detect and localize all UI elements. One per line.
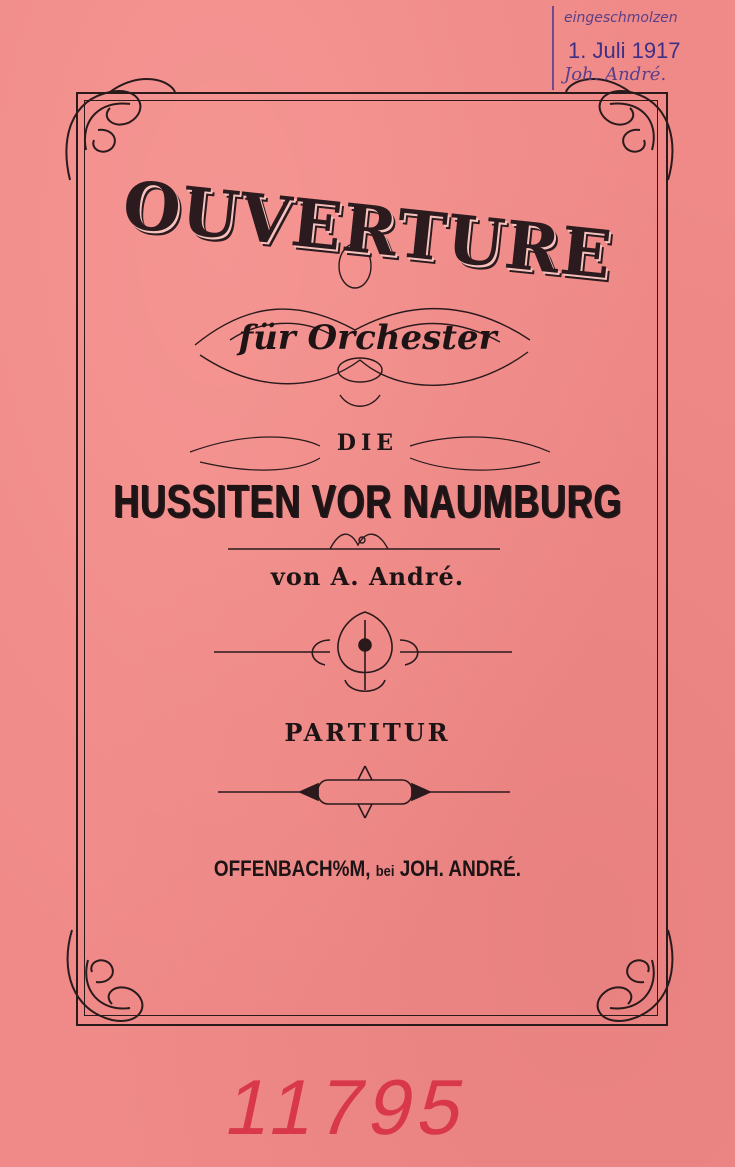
- fleuron-ornament: [214, 612, 512, 691]
- library-stamp: [552, 6, 734, 90]
- corner-ornament-bottom-left: [68, 930, 143, 1021]
- stamp-date: 1. Juli 1917: [568, 38, 681, 63]
- subtitle-fuer-orchester: für Orchester: [238, 318, 497, 358]
- title-ouverture: OUVERTURE: [119, 165, 616, 295]
- stamp-line-1: eingeschmolzen: [564, 10, 678, 26]
- corner-ornament-bottom-right: [598, 930, 673, 1021]
- cartouche-ornament: [218, 766, 510, 818]
- stamp-signature: Joh. André.: [564, 64, 667, 85]
- publisher-name: JOH. ANDRÉ.: [399, 856, 521, 881]
- composer-line: von A. André.: [270, 562, 465, 591]
- title-rule-ornament: [228, 534, 500, 549]
- publisher-city: OFFENBACH%M,: [213, 856, 371, 881]
- publisher-bei: bei: [375, 863, 395, 880]
- shelfmark-number: 11795: [218, 1063, 479, 1151]
- partitur-label: PARTITUR: [284, 718, 451, 747]
- title-article: DIE: [336, 430, 399, 456]
- publisher-line: [51, 856, 683, 882]
- corner-ornament-top-right: [566, 79, 672, 180]
- main-title: HUSSITEN VOR NAUMBURG: [113, 475, 622, 527]
